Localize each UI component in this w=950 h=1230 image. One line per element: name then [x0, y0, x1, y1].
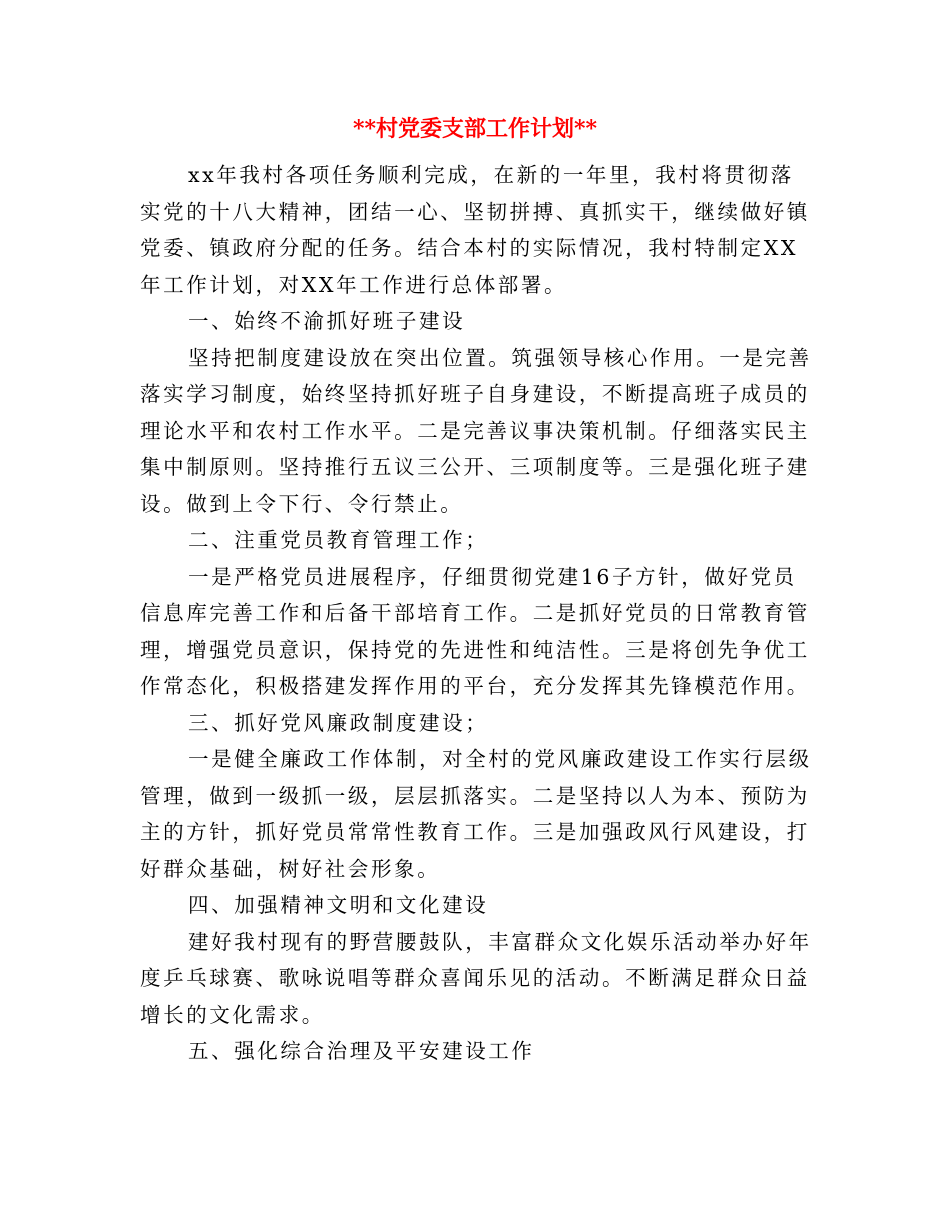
document-title: **村党委支部工作计划**	[352, 116, 598, 142]
document-body	[140, 157, 812, 1070]
intro-paragraph: xx年我村各项任务顺利完成，在新的一年里，我村将贯彻落实党的十八大精神，团结一心、坚韧拼搏、真抓实干，继续做好镇党委、镇政府分配的任务。结合本村的实际情况，我村特制定XX年工作计划，对XX年工作进行总体部署。	[140, 163, 810, 297]
section-heading-1: 一、始终不渝抓好班子建设	[188, 309, 466, 333]
section-paragraph-3: 一是健全廉政工作体制，对全村的党风廉政建设工作实行层级管理，做到一级抓一级，层层抓落实。二是坚持以人为本、预防为主的方针，抓好党员常常性教育工作。三是加强政风行风建设，打好群众基础，树好社会形象。	[140, 747, 812, 881]
section-paragraph-1: 坚持把制度建设放在突出位置。筑强领导核心作用。一是完善落实学习制度，始终坚持抓好班子自身建设，不断提高班子成员的理论水平和农村工作水平。二是完善议事决策机制。仔细落实民主集中制原则。坚持推行五议三公开、三项制度等。三是强化班子建设。做到上令下行、令行禁止。	[140, 345, 812, 516]
section-paragraph-2: 一是严格党员进展程序，仔细贯彻党建16子方针，做好党员信息库完善工作和后备干部培育工作。二是抓好党员的日常教育管理，增强党员意识，保持党的先进性和纯洁性。三是将创先争优工作常态化，积极搭建发挥作用的平台，充分发挥其先锋模范作用。	[140, 564, 810, 698]
section-heading-4: 四、加强精神文明和文化建设	[188, 893, 489, 917]
section-heading-3: 三、抓好党风廉政制度建设；	[188, 710, 489, 735]
section-paragraph-4: 建好我村现有的野营腰鼓队，丰富群众文化娱乐活动举办好年度乒乓球赛、歌咏说唱等群众喜闻乐见的活动。不断满足群众日益增长的文化需求。	[140, 929, 812, 1027]
section-heading-2: 二、注重党员教育管理工作；	[188, 528, 489, 552]
section-heading-5: 五、强化综合治理及平安建设工作	[188, 1039, 535, 1063]
